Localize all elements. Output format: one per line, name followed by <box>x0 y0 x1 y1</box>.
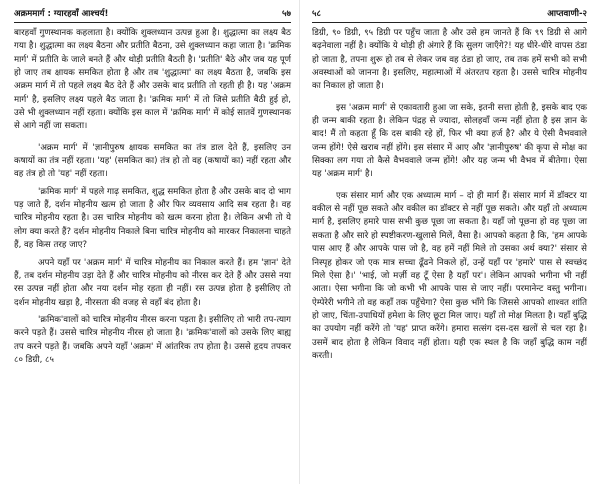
right-paragraph-2: इस 'अक्रम मार्ग' से एकावतारी हुआ जा सके, इतनी सत्ता होती है, इसके बाद एक ही जन्म बाकी रहता है। लेकिन पंद्रह से ज्यादा, सोलहवाँ जन्म नहीं होता है इस ज्ञान के बाद! मैं तो कहता हूँ कि दस बाकी रहे हों, फिर भी क्या हर्ज है? और ये ऐसी वैभववाले जन्म होंगे! ऐसे खराब नहीं होंगे। इस संसार में आए और 'ज्ञानीपुरुष' की कृपा से मोक्ष का सिक्का लग गया तो कैसे वैभववाले जन्म होंगे! और यह जन्म भी वैभव में बीतेगा। ऐसा यह 'अक्रम मार्ग' है। <box>312 102 587 180</box>
right-page-number: ५८ <box>312 9 321 19</box>
right-page-header <box>312 6 587 23</box>
left-paragraph-2: 'अक्रम मार्ग' में 'ज्ञानीपुरुष क्षायक समकित का तंत्र डाल देते हैं, इसलिए उन कषायों का तंत्र नहीं रहता। 'यह' (समकित का) तंत्र हो तो वह (कषायों का) नहीं रहता और वह तंत्र हो तो 'यह' नहीं रहता। <box>14 142 291 180</box>
left-page-number: ५७ <box>282 9 291 19</box>
left-page-header <box>14 6 291 23</box>
left-header-title: अक्रममार्ग : ग्यारहवाँ आश्चर्य! <box>14 9 109 19</box>
right-paragraph-3: एक संसार मार्ग और एक अध्यात्म मार्ग – दो ही मार्ग हैं। संसार मार्ग में डॉक्टर या वकील से नहीं पूछ सकते और वकील का डॉक्टर से नहीं पूछ सकते। और यहाँ तो अध्यात्म मार्ग है, इसलिए हमारे पास सभी कुछ पूछा जा सकता है। यहाँ जो पूछना हो वह पूछा जा सकता है और सारे हो स्पष्टीकरण-खुलासे मिलें, वैसा है। आपको कहता है कि, 'हम आपके पास आए हैं और आपके पास जो है, वह हमें नहीं मिले तो उसका अर्थ क्या?' संसार से निस्पृह होकर जो एक मात्र सच्चा ढूँढने निकले हों, उन्हें यहाँ पर 'हमारे' पास से स्वच्छंद मिले ऐसा है।' 'भाई, जो मर्ज़ी वह टूँ ऐसा है यहाँ पर'। लेकिन आपको भगीना भी नहीं आता। ऐसा भगीना कि जो कभी भी आपके पास से जाए नहीं। परमानेन्ट वस्तु भगीना। ऐम्पेरेरी भगीने तो वह कहाँ तक पहुँचेगा? ऐसा कुछ भाँगे कि जिससे आपको शाश्वत शांति हो जाए, चिंता-उपाधियों हमेशा के लिए छूटा मिल जाए। यहाँ तो मोक्ष मिलता है। यहाँ बुद्धि का उपयोग नहीं करेंगे तो 'यह' प्राप्त करेंगे। हमारा सत्संग दस-दस खलों से चल रहा है। उसमें बाद होता है लेकिन विवाद नहीं होता। यही एक स्थल है कि जहाँ बुद्धि काम नहीं करती। <box>312 190 587 361</box>
left-paragraph-4: अपने यहाँ पर 'अक्रम मार्ग' में चारित्र मोहनीय का निकाल करते हैं। हम 'ज्ञान' देते हैं, तब दर्शन मोहनीय उड़ा देते हैं और चारित्र मोहनीय को नीरस कर देते हैं और उससे नया रस उत्पन्न नहीं होता और नया दर्शन मोह रहता ही नहीं। रस उत्पन्न होता है इसीलिए तो दर्शन मोहनीय खड़ा है, नीरसता की वजह से वहाँ बंद होता है। <box>14 257 291 308</box>
right-header-title: आप्तवाणी-२ <box>547 9 587 19</box>
left-paragraph-5: 'क्रमिक'वालों को चारित्र मोहनीय नीरस करना पड़ता है। इसीलिए तो भारी तप-त्याग करने पड़ते हैं। उससे चारित्र मोहनीय नीरस हो जाता है। 'क्रमिक'वालों को उसके लिए बाह्य तप करने पड़ते हैं। जबकि अपने यहाँ 'अक्रम' में आंतरिक तप होता है। उससे हृदय तपकर ८० डिग्री, ८५ <box>14 314 291 365</box>
left-paragraph-3: 'क्रमिक मार्ग' में पहले गाढ़ समकित, शुद्ध समकित होता है और उसके बाद दो भाग पड़ जाते हैं, दर्शन मोहनीय खत्म हो जाता है और फिर व्यवसाय आदि सब रहता है। वह चारित्र मोहनीय रहता है। उस चारित्र मोहनीय को खत्म करना होता है। लेकिन अभी तो ये लोग क्या करते हैं? दर्शन मोहनीय निकाले बिना चारित्र मोहनीय को मारकर निकालना चाहते हैं, वह किस तरह जाए? <box>14 186 291 251</box>
left-paragraph-1: बारहवाँ गुणस्थानक कहलाता है। क्योंकि शुक्लध्यान उत्पन्न हुआ है। शुद्धात्मा का लक्ष्य बैठ गया है। शुद्धात्मा का लक्ष्य बैठना और प्रतीति बैठना, उसे शुक्लध्यान कहा जाता है। 'क्रमिक मार्ग' में प्रतीति के जाले बनते हैं और थोड़ी प्रतीति बैठती है। 'प्रतीति' बैठे और जब यह पूर्ण हो जाए तब क्षायक समकित होता है और तब 'शुद्धात्मा' का लक्ष्य बैठता है, जबकि इस अक्रम मार्ग में तो पहले लक्ष्य बैठ देते हैं और उसके बाद प्रतीति तो रहती ही है। यह 'अक्रम मार्ग' है, इसलिए लक्ष्य पहले बैठ जाता है। 'क्रमिक मार्ग' में तो जिसे प्रतीति बैठी हुई हो, उसे भी शुक्लध्यान नहीं रहता। क्योंकि इस काल में 'क्रमिक मार्ग' में कोई सातवें गुणस्थानक से आगे नहीं जा सकता। <box>14 28 291 132</box>
right-page <box>300 0 599 484</box>
left-page <box>0 0 299 484</box>
right-paragraph-1: डिग्री, ९० डिग्री, ९५ डिग्री पर पहुँच जाता है और उसे हम जानते हैं कि ९९ डिग्री से आगे बढ़नेवाला नहीं है। क्योंकि ये थोड़ी ही अंगारे हैं कि सुलग जाएँगे?! यह धीरे-धीरे वापस ठंडा हो जाता है, तपना शुरू हो तब से लेकर जब वह ठंडा हो जाए, तब तक हमें सभी को सभी अवस्थाओं को जानना है। इसलिए, महात्माओं में अंतरतप रहता है। उससे चारित्र मोहनीय का निकाल हो जाता है। <box>312 28 587 92</box>
